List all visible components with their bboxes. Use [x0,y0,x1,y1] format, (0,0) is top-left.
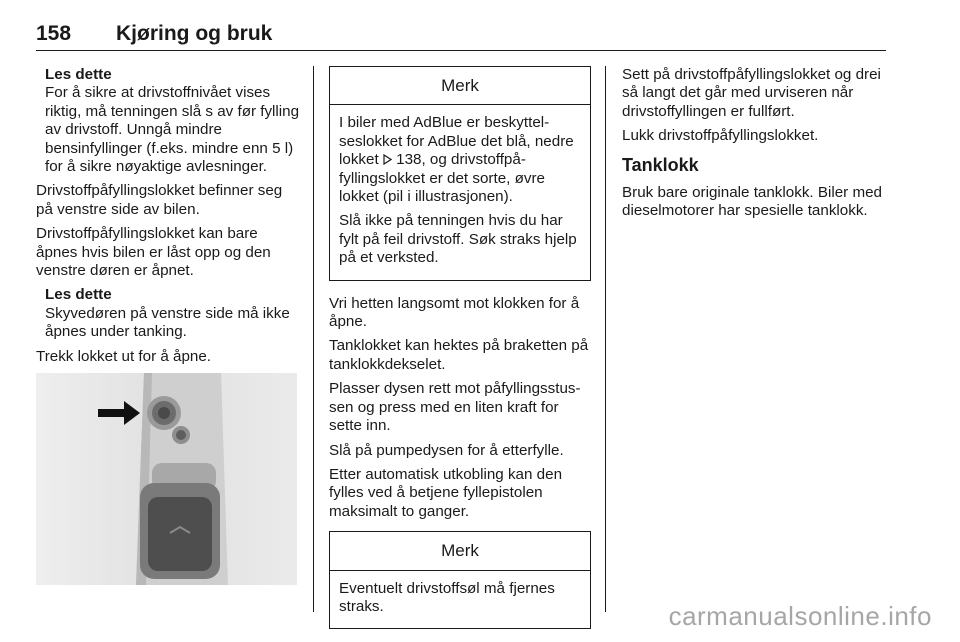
note-title: Les dette [45,286,112,304]
merk-heading: Merk [330,532,590,570]
column-3 [622,66,888,227]
fuel-filler-illustration [36,373,297,585]
merk-body [330,105,590,279]
paragraph-fuel-cap-location: Drivstoffpåfyllingslokket befinner seg på venstre side av bilen. [36,182,283,218]
paragraph-turn-cap: Vri hetten langsomt mot klokken for å åpne. [329,294,580,331]
column-1 [36,66,300,372]
merk-box-2 [329,531,591,629]
note-les-dette-1 [36,66,300,176]
paragraph-replace-cap: Sett på drivstoffpåfyllingslokket og drei så langt det går med urviseren når drivstoffyllingen er fullført. [622,66,881,120]
paragraph-auto-cutoff: Etter automatisk utkobling kan den fylles ved å betjene fyllepistolen maksimalt to ganger. [329,465,563,520]
paragraph-pull-cover: Trekk lokket ut for å åpne. [36,347,212,365]
note-text: For å sikre at drivstoffnivået vises riktig, må tenningen slå s av før fylling av drivstoff. Unngå mindre bensinfyllinger (f.eks. mindre enn 5 l) for å sikre nøyaktige avlesninger. [45,84,300,176]
column-2 [329,66,591,639]
chapter-title: Kjøring og bruk [116,22,273,45]
header-rule [36,50,886,51]
note-title: Les dette [45,66,112,83]
page-header [36,22,886,52]
page-reference-icon [383,154,392,165]
paragraph-insert-nozzle: Plasser dysen rett mot påfyllingsstussen og press med en liten kraft for sette inn. [329,380,581,435]
subheading-tanklokk: Tanklokk [622,154,699,175]
merk-body [330,571,590,629]
merk-paragraph-spill: Eventuelt drivstoffsøl må fjernes straks. [339,579,555,615]
watermark: carmanualsonline.info [668,601,932,631]
paragraph-cap-bracket: Tanklokket kan hektes på braketten på tanklokkdekselet. [329,337,589,373]
merk-box-1 [329,66,591,281]
paragraph-close-cover: Lukk drivstoffpåfyllingslokket. [622,127,819,145]
merk-paragraph-adblue [339,114,581,206]
paragraph-refill: Slå på pumpedysen for å etterfylle. [329,441,564,459]
merk-text-part: , og drivstoffpåfyllingslokket er det sorte, øvre lokket (pil i illustrasjonen). [339,151,545,206]
column-divider-right [605,66,606,612]
paragraph-original-caps: Bruk bare originale tanklokk. Biler med dieselmotorer har spesielle tanklokk. [622,184,882,220]
merk-text-part: I biler med AdBlue er beskyttelseslokket for AdBlue det blå, nedre lokket [339,114,574,169]
page-number: 158 [36,22,72,45]
note-text: Skyvedøren på venstre side må ikke åpnes under tanking. [45,304,290,341]
paragraph-fuel-cap-open-condition: Drivstoffpåfyllingslokket kan bare åpnes hvis bilen er låst opp og den venstre døren er åpnet. [36,225,271,280]
note-les-dette-2 [36,286,300,341]
page-reference-link[interactable]: 138 [396,151,422,169]
merk-heading: Merk [330,67,590,105]
merk-paragraph-wrong-fuel: Slå ikke på tenningen hvis du har fylt på feil drivstoff. Søk straks hjelp på et verksted. [339,212,577,267]
column-divider-left [313,66,314,612]
